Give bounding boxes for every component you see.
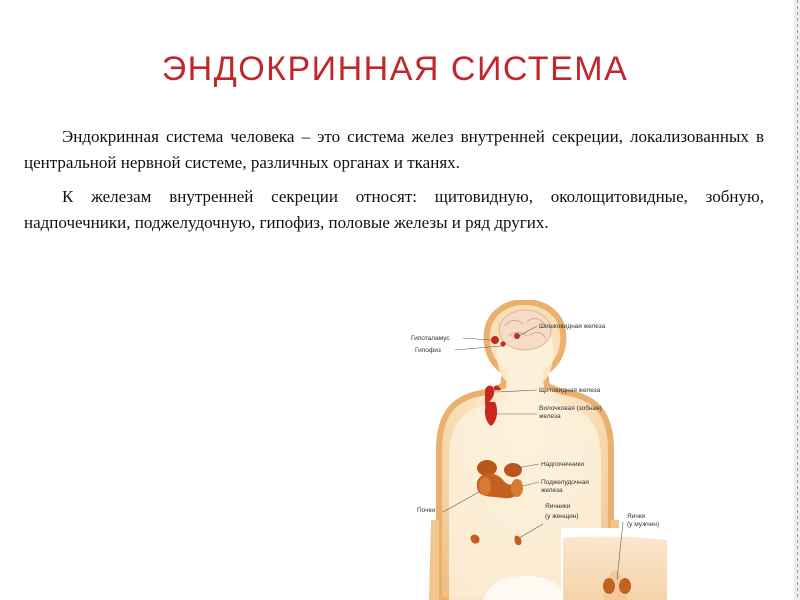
left-kidney	[479, 477, 491, 495]
label-kidneys: Почки	[417, 507, 436, 514]
label-ovaries-line2: (у женщин)	[545, 513, 579, 520]
paragraph-gland-list: К железам внутренней секреции относят: щитовидную, околощитовидные, зобную, надпочечники, поджелудочную, гипофиз, половые железы и ряд других.	[24, 187, 764, 232]
slide-edge-dashed-line	[797, 0, 798, 600]
endocrine-diagram-svg	[405, 300, 677, 600]
label-ovaries-line1: Яичники	[545, 503, 571, 510]
label-thymus-line1: Вилочковая (зобная)	[539, 405, 602, 412]
label-pineal: Шишковидная железа	[539, 323, 606, 330]
label-testes-line2: (у мужчин)	[627, 521, 660, 528]
left-testis	[603, 578, 615, 594]
brain	[499, 310, 551, 350]
hypothalamus-gland	[491, 336, 499, 344]
label-pancreas-line2: железа	[541, 487, 563, 494]
label-thyroid: Щитовидная железа	[539, 387, 601, 394]
left-adrenal-gland	[477, 460, 497, 476]
label-pituitary: Гипофиз	[415, 347, 441, 354]
slide-title: ЭНДОКРИННАЯ СИСТЕМА	[161, 50, 629, 88]
right-adrenal-gland	[504, 463, 522, 477]
pituitary-gland	[500, 341, 505, 346]
right-kidney	[511, 479, 523, 497]
endocrine-diagram	[405, 300, 677, 600]
label-adrenals: Надпочечники	[541, 461, 584, 468]
label-testes-line1: Яички	[627, 513, 646, 520]
label-hypothalamus: Гипоталамус	[411, 335, 450, 342]
label-thymus-line2: железа	[539, 413, 561, 420]
label-pancreas-line1: Поджелудочная	[541, 479, 589, 486]
right-testis	[619, 578, 631, 594]
slide-body	[24, 124, 764, 244]
paragraph-definition: Эндокринная система человека – это система желез внутренней секреции, локализованных в центральной нервной системе, различных органах и тканях.	[24, 127, 764, 172]
male-pelvis-inset	[561, 528, 677, 600]
